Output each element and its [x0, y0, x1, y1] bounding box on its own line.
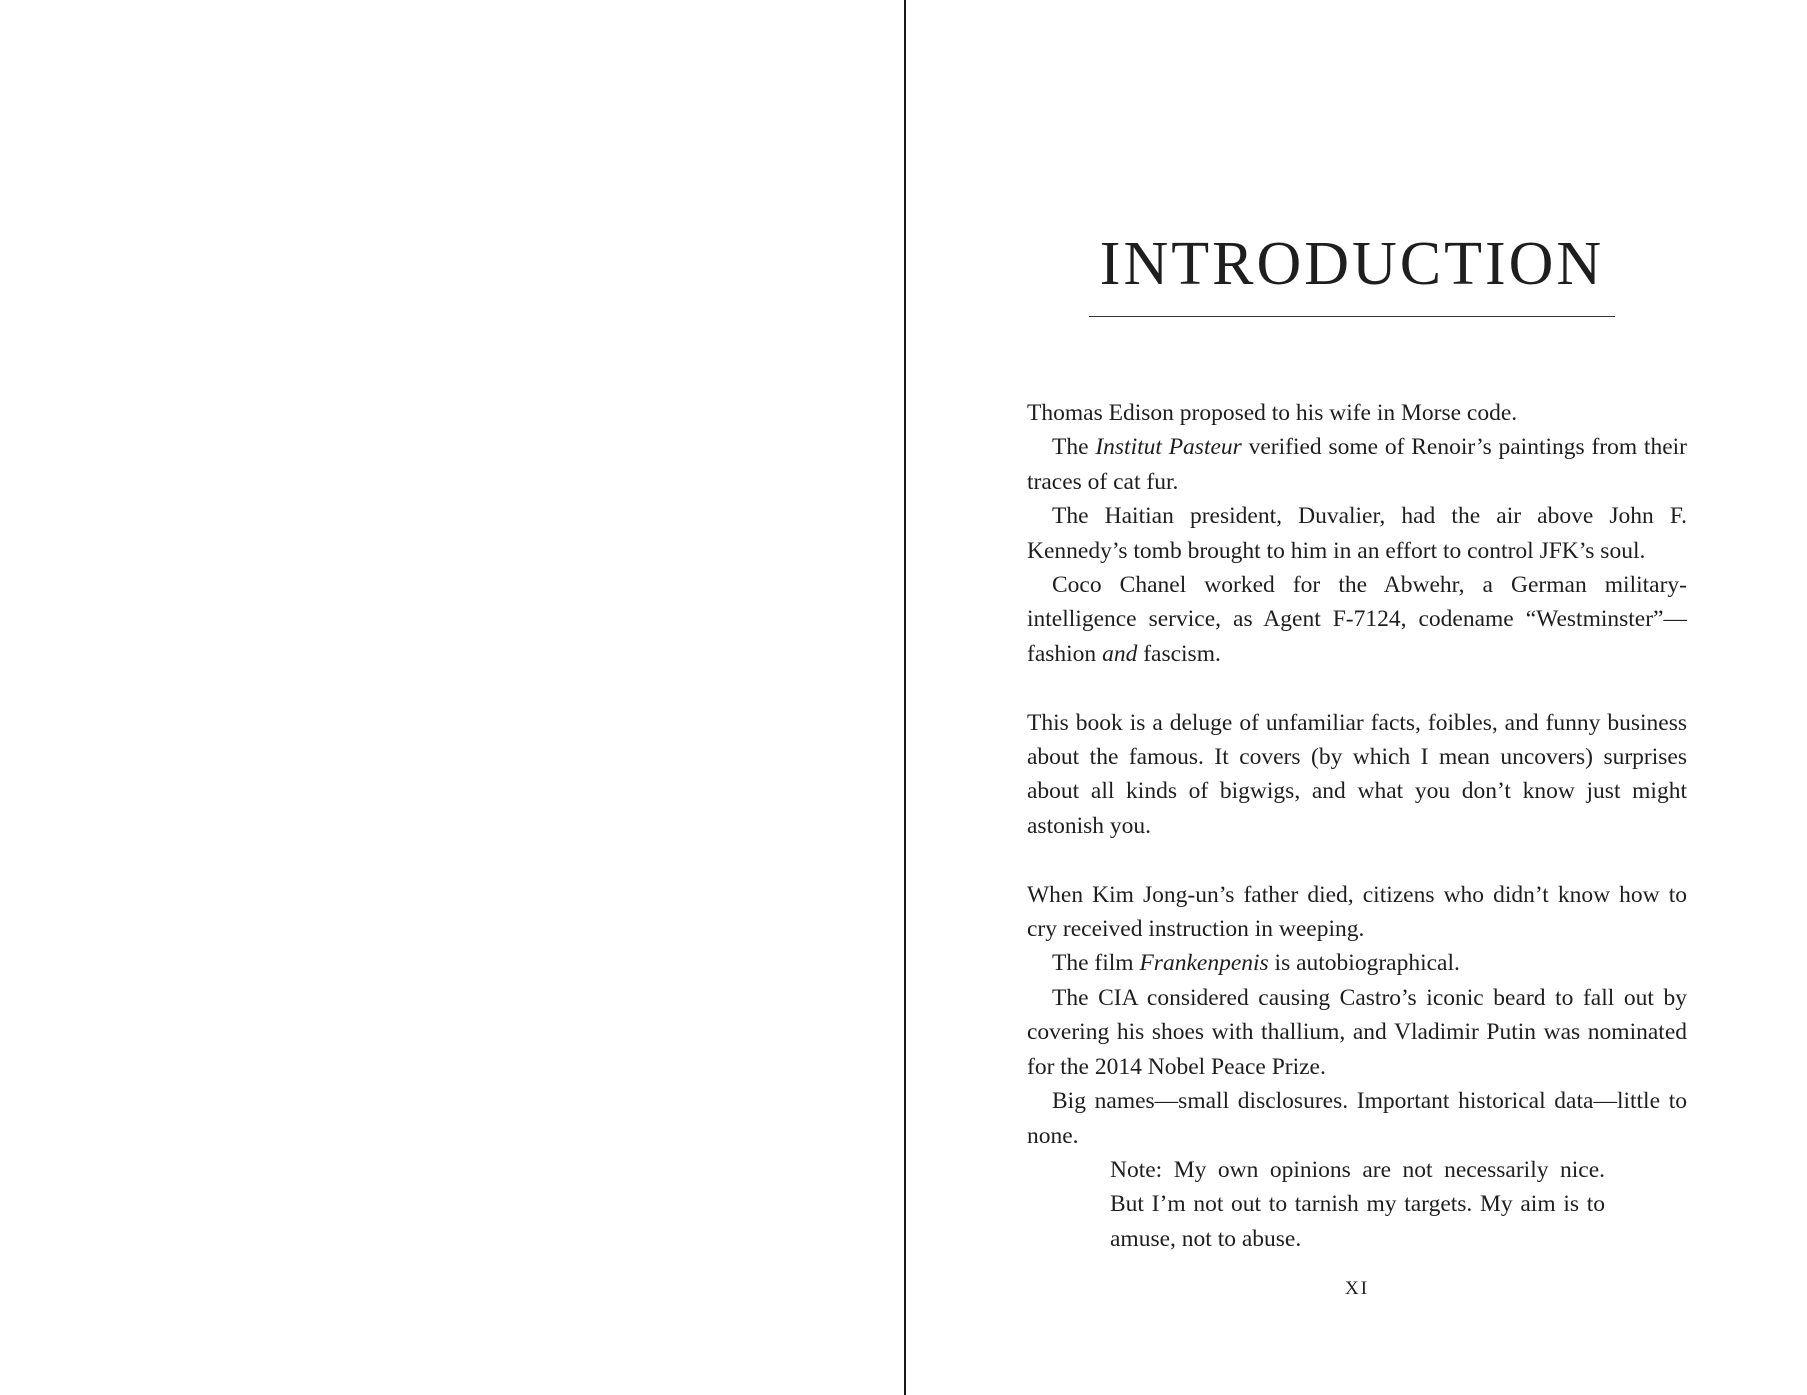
paragraph-edison: [1027, 396, 1687, 430]
paragraph-big-names: [1027, 1084, 1687, 1153]
text-run: When Kim Jong-un’s father died, citizens who didn’t know how to cry received instruction in weeping.: [1027, 881, 1687, 943]
title-underline-rule: [1089, 316, 1615, 317]
text-run: is autobiographical.: [1268, 950, 1460, 977]
text-run: Thomas Edison proposed to his wife in Morse code.: [1027, 400, 1518, 426]
text-run: Coco Chanel worked for the Abwehr, a German military-intelligence service, as Agent F-7124, codename “Westminster”—fashion: [1027, 572, 1687, 667]
page-number: XI: [1344, 1278, 1370, 1299]
introduction-body: [1027, 396, 1687, 1153]
paragraph-kim-jong-un: [1027, 878, 1687, 947]
text-run: The Haitian president, Duvalier, had the air above John F. Kennedy’s tomb brought to him in an effort to control JFK’s soul.: [1027, 503, 1687, 564]
text-run: The CIA considered causing Castro’s iconic beard to fall out by covering his shoes with thallium, and Vladimir Putin was nominated for the 2014 Nobel Peace Prize.: [1027, 984, 1687, 1080]
paragraph-book-description: [1027, 706, 1687, 844]
text-run: This book is a deluge of unfamiliar facts, foibles, and funny business about the famous. It covers (by which I mean uncovers) surprises about all kinds of bigwigs, and what you don’t know just might astonish you.: [1027, 709, 1687, 839]
italic-text: Frankenpenis: [1139, 950, 1269, 977]
paragraph-frankenpenis: [1027, 946, 1687, 980]
italic-text: Institut Pasteur: [1095, 434, 1242, 461]
text-run: The: [1052, 434, 1096, 461]
paragraph-duvalier: [1027, 499, 1687, 568]
text-run: The film: [1052, 950, 1140, 977]
paragraph-chanel: [1027, 568, 1687, 671]
chapter-heading: [1089, 228, 1615, 317]
paragraph-renoir: [1027, 430, 1687, 499]
chapter-title: INTRODUCTION: [1099, 230, 1605, 298]
text-run: Big names—small disclosures. Important historical data—little to none.: [1027, 1088, 1687, 1149]
author-note: Note: My own opinions are not necessarily nice. But I’m not out to tarnish my targets. My aim is to amuse, not to abuse.: [1110, 1157, 1605, 1252]
italic-text: and: [1102, 640, 1138, 667]
text-run: fascism.: [1137, 640, 1221, 667]
text-run: verified some of Renoir’s paintings from their traces of cat fur.: [1027, 434, 1687, 495]
paragraph-castro-putin: [1027, 981, 1687, 1084]
